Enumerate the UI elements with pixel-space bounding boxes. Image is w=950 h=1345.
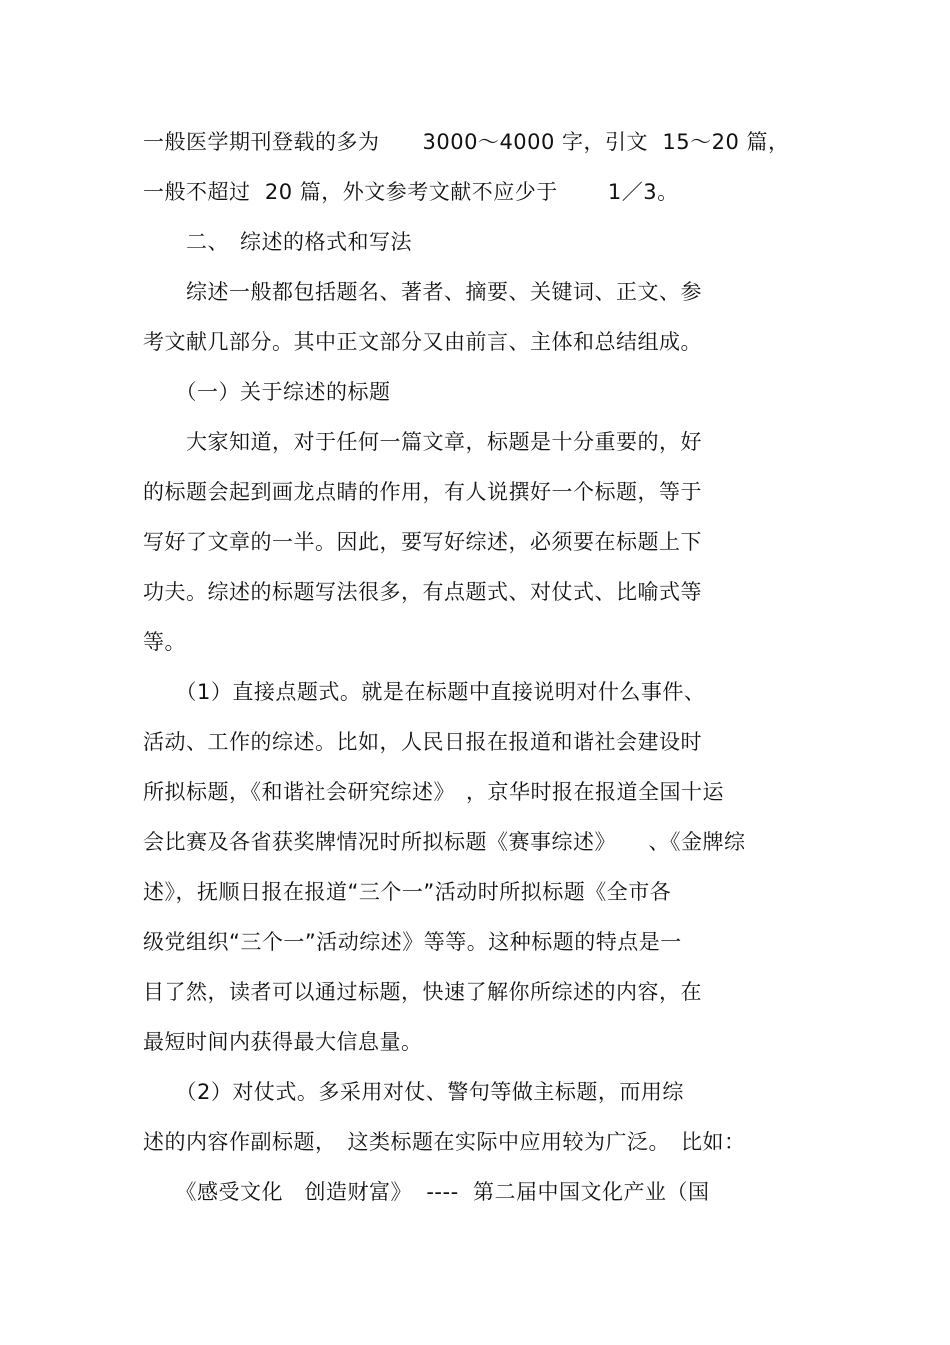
text-line: 写好了文章的一半。因此，要写好综述，必须要在标题上下: [143, 530, 702, 554]
text-line: 一般不超过 20 篇，外文参考文献不应少于 1／3。: [143, 180, 679, 204]
text-line: （1）直接点题式。就是在标题中直接说明对什么事件、: [143, 680, 706, 704]
text-line: 功夫。综述的标题写法很多，有点题式、对仗式、比喻式等: [143, 580, 702, 604]
text-line: 综述一般都包括题名、著者、摘要、关键词、正文、参: [143, 280, 702, 304]
text-line: 活动、工作的综述。比如，人民日报在报道和谐社会建设时: [143, 730, 702, 754]
text-line: 等。: [143, 630, 186, 654]
text-line: 级党组织“三个一”活动综述》等等。这种标题的特点是一: [143, 930, 682, 954]
text-line: （2）对仗式。多采用对仗、警句等做主标题，而用综: [143, 1080, 684, 1104]
subsection-heading: （一）关于综述的标题: [143, 380, 391, 404]
text-line: 述的内容作副标题， 这类标题在实际中应用较为广泛。 比如：: [143, 1130, 746, 1154]
text-line: 会比赛及各省获奖牌情况时所拟标题《赛事综述》 、《金牌综: [143, 830, 746, 854]
text-line: 目了然，读者可以通过标题，快速了解你所综述的内容，在: [143, 980, 702, 1004]
text-line: 的标题会起到画龙点睛的作用，有人说撰好一个标题，等于: [143, 480, 702, 504]
section-heading: 二、 综述的格式和写法: [143, 230, 412, 254]
text-line: 考文献几部分。其中正文部分又由前言、主体和总结组成。: [143, 330, 702, 354]
text-line: 大家知道，对于任何一篇文章，标题是十分重要的，好: [143, 430, 702, 454]
text-line: 《感受文化 创造财富》 ---- 第二届中国文化产业（国: [143, 1180, 710, 1204]
text-line: 所拟标题，《和谐社会研究综述》 ，京华时报在报道全国十运: [143, 780, 724, 804]
text-line: 最短时间内获得最大信息量。: [143, 1030, 423, 1054]
text-line: 述》，抚顺日报在报道“三个一”活动时所拟标题《全市各: [143, 880, 672, 904]
text-line: 一般医学期刊登载的多为 3000～4000 字，引文 15～20 篇，: [143, 130, 790, 154]
